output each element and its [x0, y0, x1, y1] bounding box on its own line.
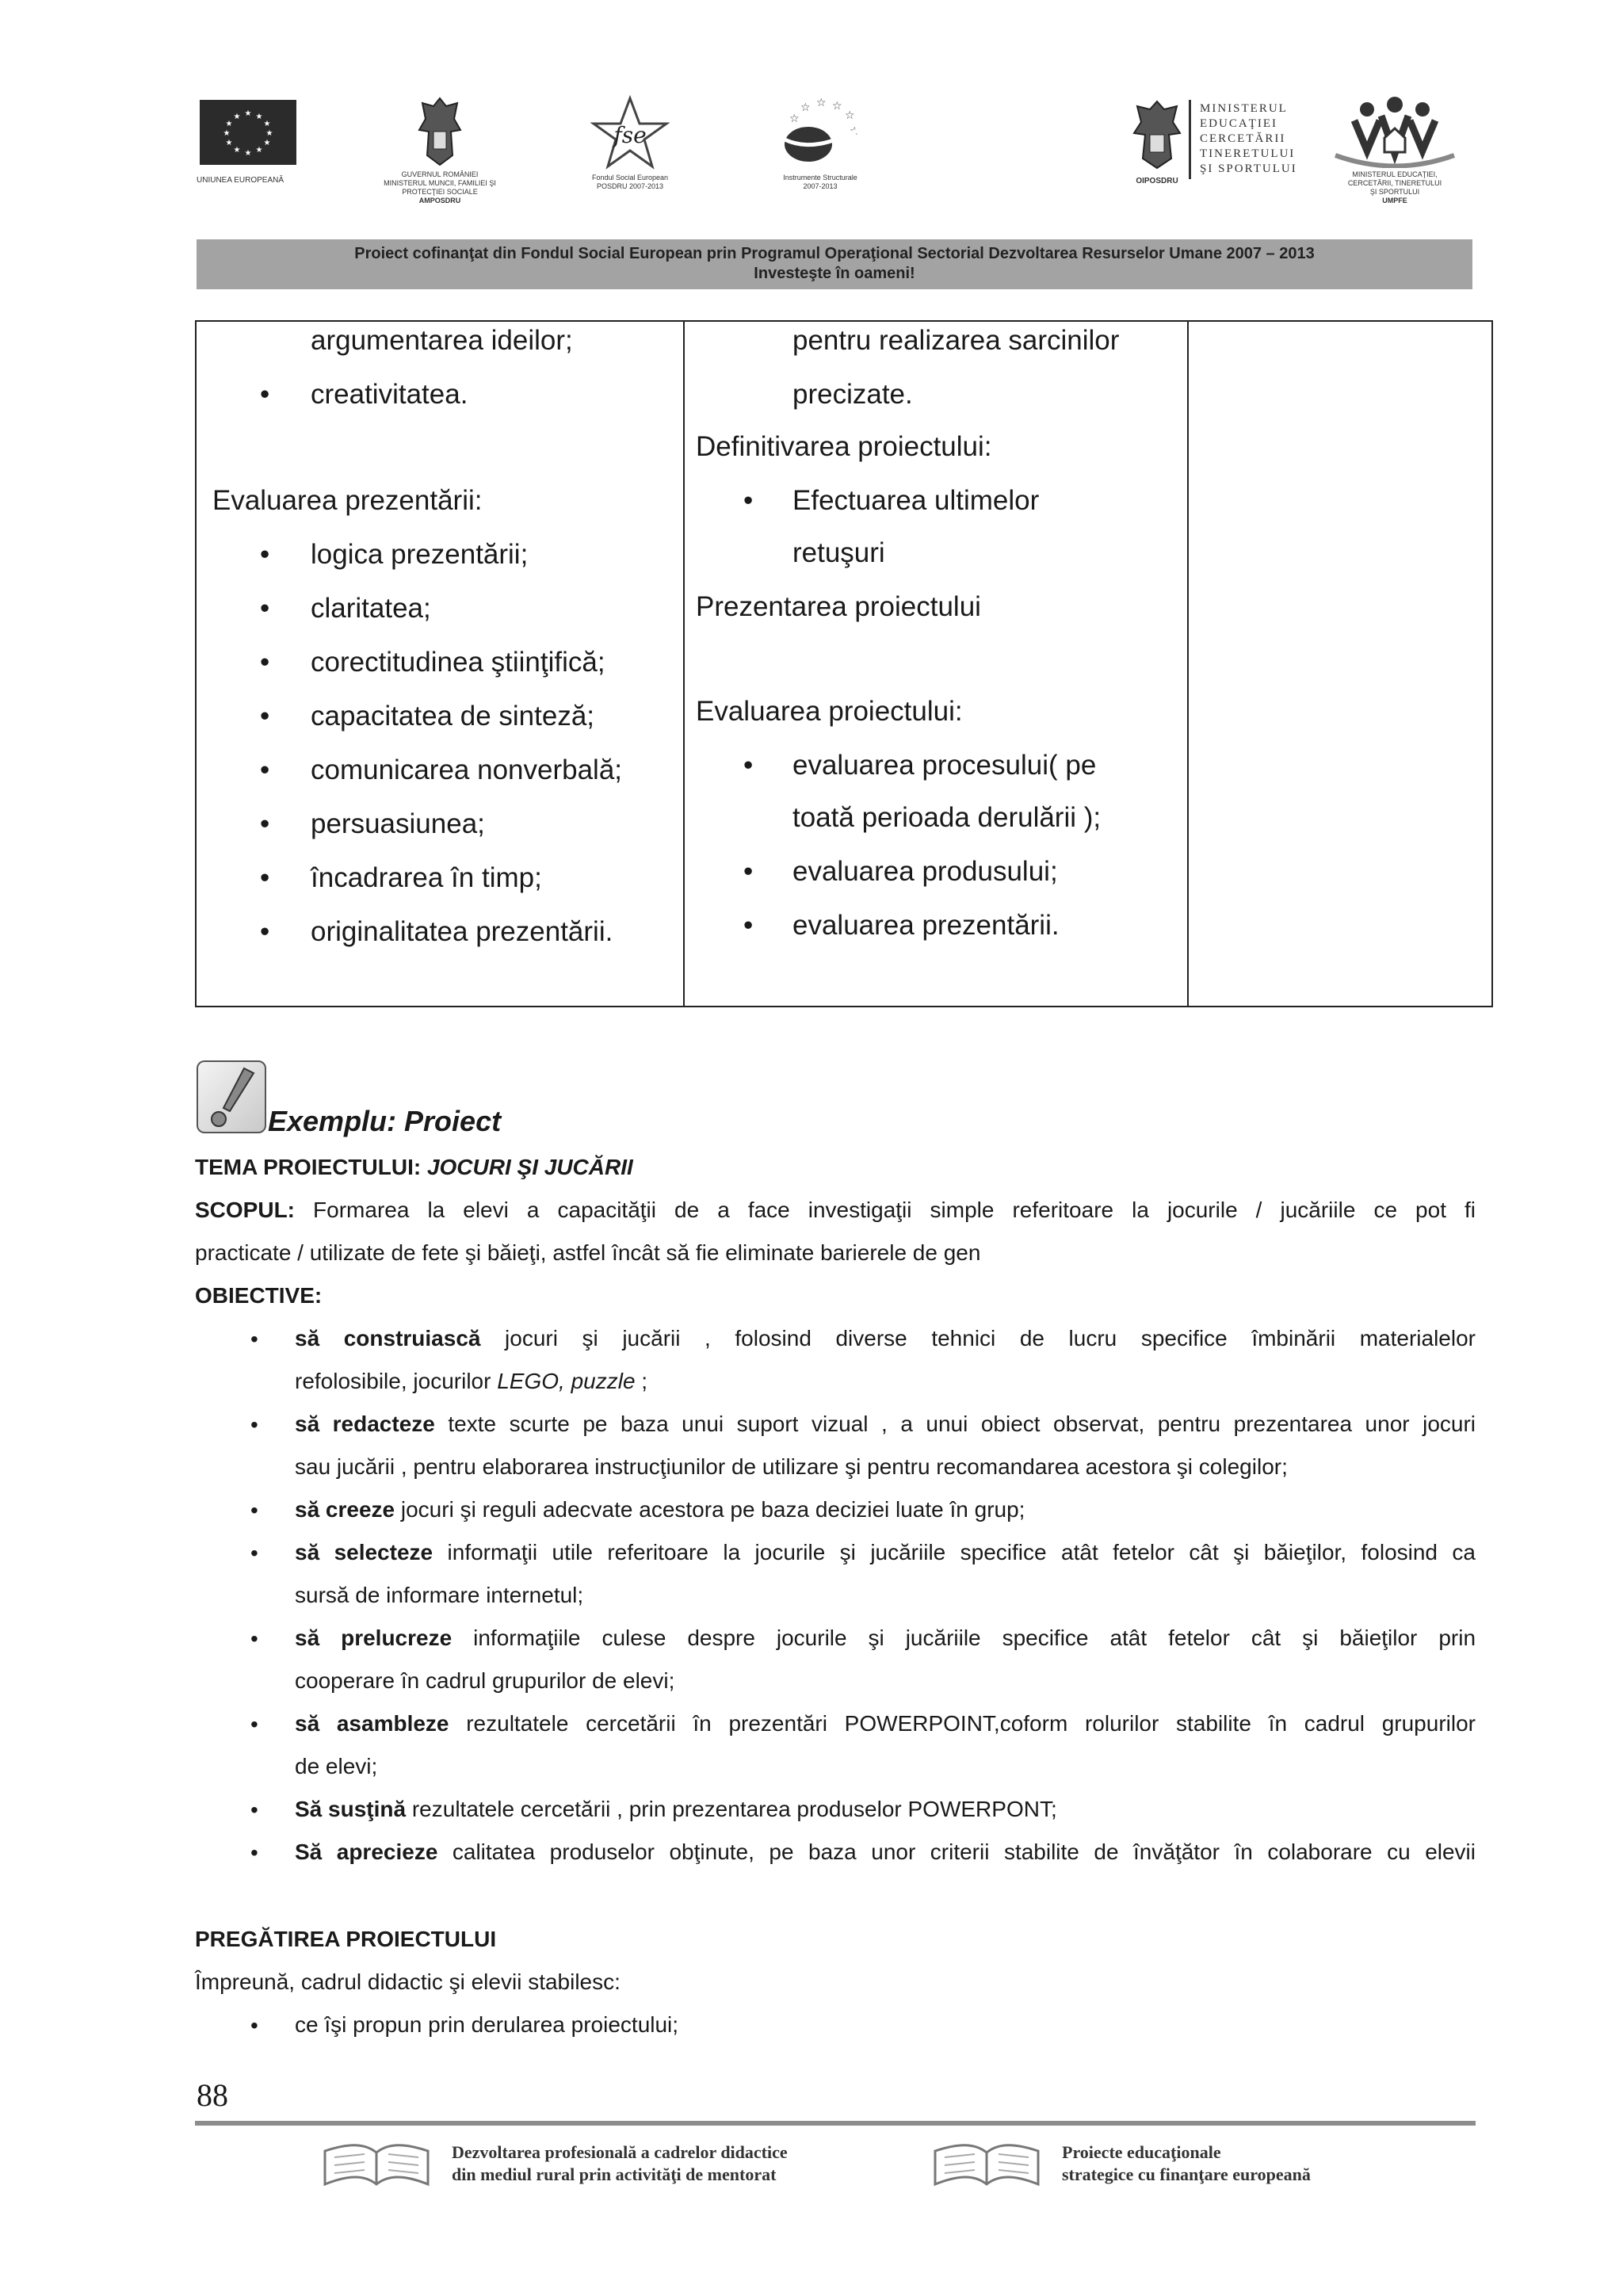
col1-item-7: încadrarea în timp;	[311, 862, 542, 893]
col1-bullet: •	[260, 647, 270, 678]
eu-caption: UNIUNEA EUROPEANĂ	[197, 176, 285, 185]
svg-text:★: ★	[244, 109, 252, 118]
scop-text-l1: Formarea la elevi a capacităţii de a face investigaţii simple referitoare la jocurile / jucăriile ce pot fi	[313, 1198, 1476, 1222]
objective-bullet: •	[250, 1797, 258, 1822]
objective-7-verb: Să susţină	[295, 1797, 407, 1821]
col1-bullet: •	[260, 916, 270, 947]
svg-text:★: ★	[225, 120, 233, 128]
ministry-crest-icon	[1128, 98, 1186, 171]
footer-right	[1062, 2141, 1311, 2186]
svg-text:★: ★	[255, 146, 263, 155]
fse-caption-1: Fondul Social European	[591, 174, 669, 181]
tema-value: JOCURI ŞI JUCĂRII	[426, 1155, 633, 1179]
objective-5-line-1	[295, 1626, 1476, 1650]
footer-rule	[195, 2121, 1476, 2126]
svg-text:★: ★	[233, 113, 241, 121]
svg-text:★: ★	[263, 120, 271, 128]
objective-5-verb: să prelucreze	[295, 1626, 453, 1650]
col1-heading: Evaluarea prezentării:	[212, 485, 483, 516]
objective-bullet: •	[250, 1327, 258, 1351]
col1-item-8: originalitatea prezentării.	[311, 916, 613, 947]
table-divider-1	[683, 322, 685, 1006]
objective-4-verb: să selecteze	[295, 1540, 433, 1564]
svg-text:☆: ☆	[850, 125, 860, 138]
objective-8-line-1	[295, 1840, 1476, 1864]
ministry-divider	[1189, 100, 1191, 179]
objective-6-line-1	[295, 1712, 1476, 1736]
crest-icon	[414, 95, 465, 168]
government-caption-3: PROTECŢIEI SOCIALE	[402, 188, 478, 196]
objective-4-line-1	[295, 1541, 1476, 1564]
col2-def-item-l1: Efectuarea ultimelor	[792, 485, 1040, 516]
pregatire-text: Împreună, cadrul didactic şi elevii stabilesc:	[195, 1969, 621, 1994]
col2-eval-heading: Evaluarea proiectului:	[696, 696, 963, 727]
government-logo	[372, 95, 507, 205]
objective-4-line-2: sursă de informare internetul;	[295, 1583, 584, 1607]
col1-item-3: corectitudinea ştiinţifică;	[311, 647, 605, 678]
ministry-line-3: CERCETĂRII	[1200, 132, 1286, 145]
col1-bullet: •	[260, 539, 270, 570]
objective-5-text: informaţiile culese despre jocurile şi jucăriile specifice atât fetelor cât şi băieţilor prin	[473, 1626, 1476, 1650]
objective-7-text: rezultatele cercetării , prin prezentarea produselor POWERPONT;	[411, 1797, 1057, 1821]
svg-text:★: ★	[255, 113, 263, 121]
svg-text:☆: ☆	[789, 113, 800, 125]
footer-left	[452, 2141, 788, 2186]
banner-line-2: Investeşte în oameni!	[754, 265, 915, 282]
page-number: 88	[197, 2077, 228, 2113]
objective-8-verb: Să aprecieze	[295, 1839, 438, 1864]
objective-5-line-2: cooperare în cadrul grupurilor de elevi;	[295, 1668, 675, 1693]
scop-text-l2: practicate / utilizate de fete şi băieţi, astfel încât să fie eliminate barierele de gen	[195, 1240, 981, 1265]
col2-def-item-l2: retuşuri	[792, 537, 885, 568]
objective-3-verb: să creeze	[295, 1497, 395, 1522]
svg-text:fse: fse	[613, 122, 647, 148]
government-caption-2: MINISTERUL MUNCII, FAMILIEI ŞI	[384, 179, 496, 187]
objective-bullet: •	[250, 1626, 258, 1651]
svg-text:★: ★	[263, 139, 271, 147]
fse-star-icon	[590, 95, 670, 171]
funding-banner	[197, 239, 1472, 289]
structural-instruments-logo	[761, 95, 880, 191]
objective-bullet: •	[250, 1412, 258, 1437]
objective-3-line-1	[295, 1498, 1476, 1522]
umpfe-caption-1: MINISTERUL EDUCAŢIEI,	[1352, 170, 1438, 178]
tema-label: TEMA PROIECTULUI:	[195, 1155, 422, 1179]
ministry-logo	[1125, 98, 1189, 185]
objective-1-l2b: ;	[635, 1369, 648, 1393]
footer-left-line-1: Dezvoltarea profesională a cadrelor didactice	[452, 2142, 788, 2162]
footer-right-line-2: strategice cu finanţare europeană	[1062, 2164, 1311, 2184]
col1-line-top: argumentarea ideilor;	[311, 325, 573, 356]
example-title: Exemplu: Proiect	[268, 1105, 502, 1137]
objective-6-line-2: de elevi;	[295, 1754, 378, 1778]
objective-1-verb: să construiască	[295, 1326, 481, 1350]
objective-6-verb: să asambleze	[295, 1711, 449, 1736]
objective-4-text: informaţii utile referitoare la jocurile şi jucăriile specifice atât fetelor cât şi băieţilor, folosind ca	[447, 1540, 1476, 1564]
footer-left-line-2: din mediul rural prin activităţi de mentorat	[452, 2164, 777, 2184]
objective-2-line-2: sau jucării , pentru elaborarea instrucţiunilor de utilizare şi pentru recomandarea acestora şi colegilor;	[295, 1454, 1288, 1479]
structural-caption-2: 2007-2013	[803, 182, 838, 190]
eu-logo	[197, 100, 300, 165]
footer-right-line-1: Proiecte educaţionale	[1062, 2142, 1221, 2162]
col2-line-1: pentru realizarea sarcinilor	[792, 325, 1120, 356]
svg-text:☆: ☆	[816, 97, 827, 109]
col1-item-top: creativitatea.	[311, 379, 468, 410]
objective-2-verb: să redacteze	[295, 1412, 435, 1436]
scop-line-1	[195, 1198, 1476, 1222]
objective-7-line-1	[295, 1797, 1476, 1821]
banner-line-1: Proiect cofinanţat din Fondul Social European prin Programul Operaţional Sectorial Dezvoltarea Resurselor Umane 2007 – 2013	[354, 245, 1315, 262]
pregatire-bullet: •	[250, 2013, 258, 2038]
umpfe-caption-2: CERCETĂRII, TINERETULUI	[1347, 179, 1442, 187]
ministry-line-4: TINERETULUI	[1200, 147, 1296, 160]
eu-flag-icon	[200, 100, 296, 165]
col2-prezentare: Prezentarea proiectului	[696, 591, 981, 622]
open-book-icon	[927, 2140, 1046, 2191]
scop-label: SCOPUL:	[195, 1198, 295, 1222]
ministry-text	[1200, 101, 1335, 177]
col1-item-4: capacitatea de sinteză;	[311, 701, 595, 732]
objective-1-line-1	[295, 1327, 1476, 1350]
objective-1-line-2	[295, 1370, 1476, 1393]
col2-eval-item2: evaluarea produsului;	[792, 856, 1058, 887]
evaluation-table	[195, 320, 1493, 1007]
exclamation-note-icon	[197, 1060, 266, 1133]
col1-bullet: •	[260, 701, 270, 732]
svg-text:★: ★	[225, 139, 233, 147]
ministry-line-5: ŞI SPORTULUI	[1200, 162, 1297, 175]
objective-2-text: texte scurte pe baza unui suport vizual , a unui obiect observat, pentru prezentarea unor jocuri	[448, 1412, 1476, 1436]
col2-line-2: precizate.	[792, 379, 913, 410]
objective-1-l2-italic: LEGO, puzzle	[497, 1369, 636, 1393]
svg-text:★: ★	[233, 146, 241, 155]
umpfe-caption-3: ŞI SPORTULUI	[1369, 188, 1420, 196]
col1-bullet-top: •	[260, 379, 270, 410]
fse-caption-2: POSDRU 2007-2013	[596, 182, 664, 190]
structural-caption-1: Instrumente Structurale	[783, 174, 857, 181]
col1-item-1: logica prezentării;	[311, 539, 529, 570]
col1-bullet: •	[260, 808, 270, 839]
government-caption-4: AMPOSDRU	[418, 197, 461, 204]
objective-3-text: jocuri şi reguli adecvate acestora pe baza deciziei luate în grup;	[400, 1497, 1025, 1522]
col1-item-2: claritatea;	[311, 593, 431, 624]
pregatire-heading: PREGĂTIREA PROIECTULUI	[195, 1927, 497, 1951]
tema-line	[195, 1156, 633, 1179]
col1-item-5: comunicarea nonverbală;	[311, 755, 623, 785]
umpfe-caption-4: UMPFE	[1382, 197, 1407, 204]
col2-eval-item3: evaluarea prezentării.	[792, 910, 1060, 941]
obiective-label: OBIECTIVE:	[195, 1283, 323, 1308]
col2-bullet: •	[743, 910, 754, 941]
svg-text:☆: ☆	[800, 101, 811, 114]
svg-text:★: ★	[223, 129, 231, 138]
open-book-icon	[317, 2140, 436, 2191]
fse-logo	[571, 95, 689, 191]
table-divider-2	[1187, 322, 1189, 1006]
col2-bullet: •	[743, 856, 754, 887]
col2-bullet: •	[743, 485, 754, 516]
col2-eval-item1-l1: evaluarea procesului( pe	[792, 750, 1097, 781]
objective-6-text: rezultatele cercetării în prezentări POWERPOINT,coform rolurilor stabilite în cadrul grupurilor	[466, 1711, 1476, 1736]
objective-bullet: •	[250, 1541, 258, 1565]
col2-def-heading: Definitivarea proiectului:	[696, 431, 992, 462]
svg-text:★: ★	[265, 129, 273, 138]
objective-1-text: jocuri şi jucării , folosind diverse tehnici de lucru specifice îmbinării materialelor	[505, 1326, 1476, 1350]
umpfe-figures-icon	[1319, 95, 1470, 168]
svg-text:☆: ☆	[832, 100, 842, 113]
ministry-line-2: EDUCAŢIEI	[1200, 117, 1277, 130]
umpfe-logo	[1316, 95, 1474, 205]
col1-bullet: •	[260, 593, 270, 624]
objective-2-line-1	[295, 1412, 1476, 1436]
objective-bullet: •	[250, 1712, 258, 1736]
objective-bullet: •	[250, 1498, 258, 1522]
pregatire-item: ce îşi propun prin derularea proiectului;	[295, 2012, 679, 2037]
objective-1-l2a: refolosibile, jocurilor	[295, 1369, 498, 1393]
svg-text:☆: ☆	[845, 109, 855, 122]
col1-item-6: persuasiunea;	[311, 808, 485, 839]
objective-8-text: calitatea produselor obţinute, pe baza unor criterii stabilite de învăţător în colaborare cu elevii	[452, 1839, 1476, 1864]
ministry-line-1: MINISTERUL	[1200, 102, 1288, 115]
col1-bullet: •	[260, 862, 270, 893]
objective-bullet: •	[250, 1840, 258, 1865]
svg-text:★: ★	[244, 149, 252, 158]
government-caption-1: GUVERNUL ROMÂNIEI	[401, 170, 479, 178]
col1-bullet: •	[260, 755, 270, 785]
col2-eval-item1-l2: toată perioada derulării );	[792, 802, 1102, 833]
structural-instruments-icon	[777, 95, 864, 171]
col2-bullet: •	[743, 750, 754, 781]
oiposdru-caption: OIPOSDRU	[1136, 177, 1178, 185]
